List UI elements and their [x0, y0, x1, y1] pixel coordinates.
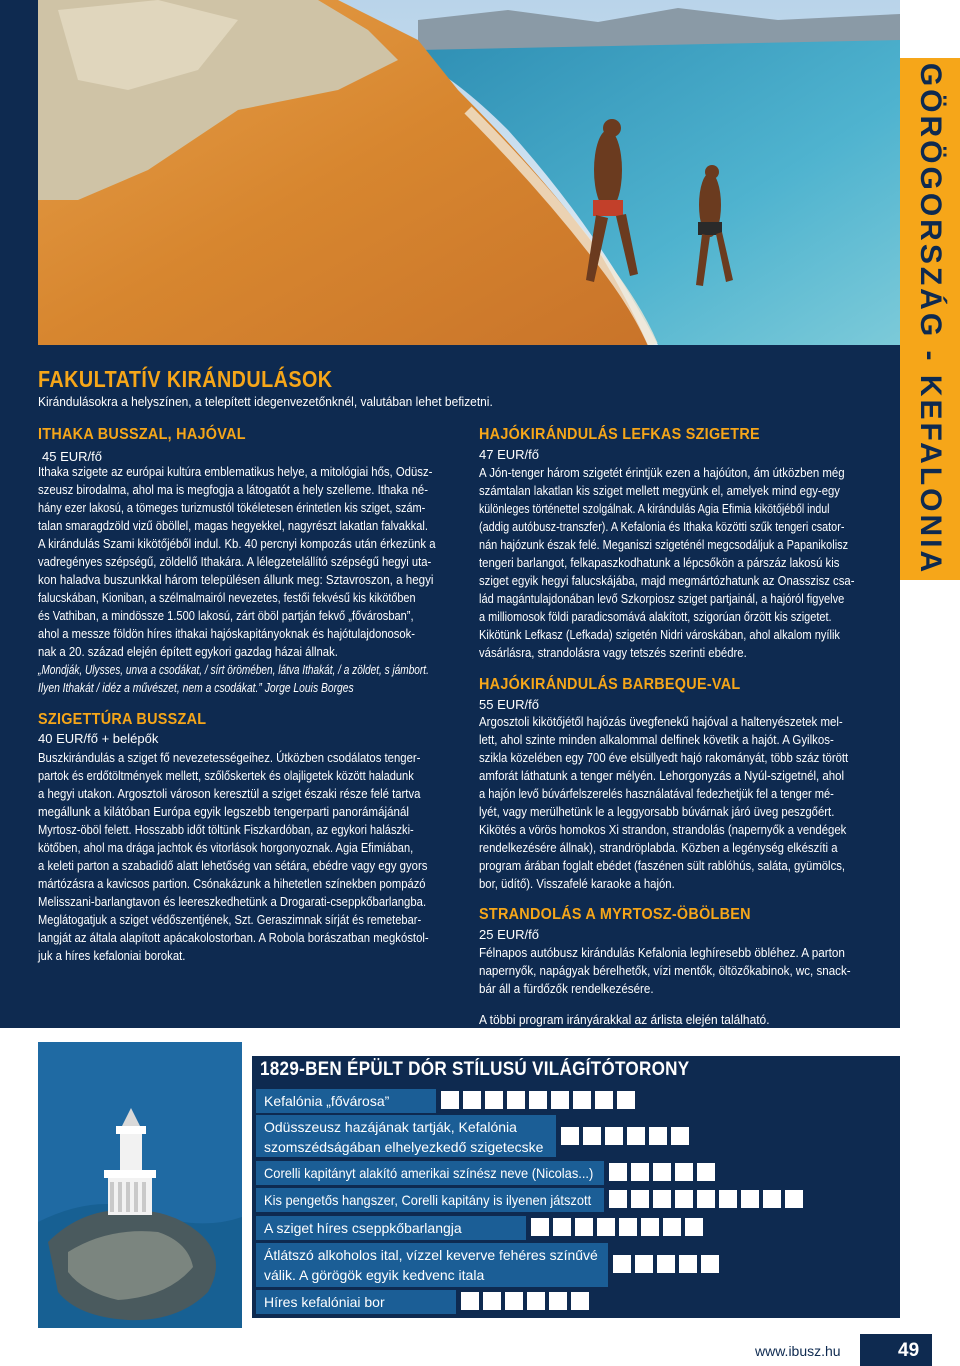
ithaka-line: nak a 20. század elején épített egykori gazdag házai állnak.: [38, 645, 338, 659]
ithaka-line: talan smaragdzöld vizű öböllel, magas hegyekkel, nagyrészt lakatlan falvakkal.: [38, 519, 429, 533]
barbeque-line: sziklа közelében egy 700 éve elsüllyedt hajó rakományát, több száz törött: [479, 751, 849, 765]
page-number: 49: [898, 1340, 920, 1361]
szigettura-line: a keleti parton a szabadidő alatt lehetőség van sétára, ebédre vagy egy gyors: [38, 859, 428, 873]
side-band-title: GÖRÖGORSZÁG - KEFALONIA: [914, 62, 947, 576]
lefkas-line: számtalan lakatlan kis sziget mellett megyünk el, amelyek mind egy-egy: [479, 484, 840, 498]
szigettura-line: Buszkirándulás a sziget fő nevezetességeihez. Útközben csodálatos tenger-: [38, 751, 421, 765]
szigettura-line: megállunk a kilátóban Európa egyik legszebb tengerparti panorámájánál: [38, 805, 410, 819]
clue-3: [256, 1161, 604, 1185]
clue-7-text: Híres kefalóniai bor: [264, 1294, 385, 1310]
ithaka-line: Ithaka szigete az európai kultúra emblematikus helye, a mitológiai hős, Odüsz-: [38, 465, 433, 479]
barbeque-line: Kikötés a vörös homokos Xi strandon, strandolás (napernyők a vendégek: [479, 823, 847, 837]
lefkas-line: lád magántulajdonában levő Szkorpiosz sziget partjainál, a hajóról figyelve: [479, 592, 845, 606]
szigettura-line: a hegyi utakon. Argosztoli városon keresztül a sziget északi része felé tartva: [38, 787, 421, 801]
crossword-title: 1829-BEN ÉPÜLT DÓR STÍLUSÚ VILÁGÍTÓTORONY: [260, 1059, 690, 1080]
lefkas-line: A Jón-tenger három szigetét érintjük ezen a hajóúton, ám útközben még: [479, 466, 845, 480]
szigettura-title: SZIGETTÚRA BUSSZAL: [38, 711, 207, 728]
beach-photo: [38, 0, 900, 345]
ithaka-line: A kirándulás Szami kikötőjéből indul. Kb. 40 percnyi kompozás után érkezünk a: [38, 537, 436, 551]
szigettura-line: partok és erdőtöltmények mellett, szőlőskertek és olajligetek között haladunk: [38, 769, 414, 783]
barbeque-line: a hajón levő búvárfelszerelés használatával fedezhetjük fel a tenger mé-: [479, 787, 834, 801]
lefkas-line: tengeri barlangot, felkapaszkodhatunk a lépcsőkön a párszáz lakosú kis: [479, 556, 840, 570]
lefkas-line: nán hajózunk észak felé. Meganiszi szigeténél megcsodáljuk a Papanikolisz: [479, 538, 849, 552]
clue-2-text: Odüsszeusz hazájának tartják, Kefalónia szomszédságában elhelyezkedő szigetecske: [264, 1119, 544, 1155]
barbeque-line: bor, üdítő). Visszafelé karaoke a hajón.: [479, 877, 675, 891]
ithaka-line: és Vathiban, a mindössze 1.500 lakosú, zárt öböl partján fekvő „fővárosban”,: [38, 609, 414, 623]
lighthouse-photo: [38, 1042, 242, 1328]
lefkas-price: 47 EUR/fő: [479, 447, 539, 462]
barbeque-line: lyét, vagy merülhetünk le a leggyorsabb búvárnak járó üveg peszgőért.: [479, 805, 835, 819]
clue-5-text: A sziget híres cseppkőbarlangja: [264, 1220, 462, 1236]
myrtosz-line: Félnapos autóbusz kirándulás Kefalonia leghíresebb öbléhez. A parton: [479, 946, 845, 960]
szigettura-text: [38, 749, 473, 965]
lefkas-line: (addig autóbusz-transzfer). A Kefalonia és Ithaka közötti szűk tengeri csator-: [479, 520, 845, 534]
clue-6: [256, 1243, 608, 1287]
barbeque-line: program árában foglalt ebédet (faszénen sült rablóhús, saláta, gyümölcs,: [479, 859, 846, 873]
ithaka-line: falucskában, Kioniban, a szélmalmairól nevezetes, festői fekvésű kis kikötőben: [38, 591, 416, 605]
ithaka-title: ITHAKA BUSSZAL, HAJÓVAL: [38, 426, 246, 443]
lefkas-line: vásárlásra, strandolásra vagy tetszés szerinti ebédre.: [479, 646, 747, 660]
page-number-box: [860, 1334, 932, 1366]
ithaka-line: ahol a messze földön híres ithakai hajóskapitányoknak és hajótulajdonosok-: [38, 627, 415, 641]
ithaka-line: vadregényes szépségű, zöldellő Ithakára. A lélegzetelállító szépségű hegyi uta-: [38, 555, 432, 569]
clue-5: [256, 1216, 526, 1240]
lefkas-line: a milliomosok földi paradicsomává alakított, szigorúan őrzött kis szigetet.: [479, 610, 832, 624]
szigettura-line: mártózásra a kavicsos partion. Csónakázunk a hihetetlen színekben pompázó: [38, 877, 426, 891]
szigettura-line: Meglátogatjuk a sziget védőszentjének, Szt. Geraszimnak sírját és remetebar-: [38, 913, 422, 927]
clue-1: [256, 1089, 436, 1113]
szigettura-line: Myrtosz-öböl felett. Hosszabb időt töltünk Fiszkardóban, az egykori halászki-: [38, 823, 414, 837]
szigettura-line: kötőben, ahol ma drága jachtok és vitorlások horgonyoznak. Agia Efimiában,: [38, 841, 414, 855]
clue-4-text: Kis pengetős hangszer, Corelli kapitány is ilyenen játszott: [264, 1192, 592, 1208]
clue-4: [256, 1188, 604, 1212]
lefkas-line: sziget egyik hegyi falucskájába, majd megmártózhatunk az Onasszisz csa-: [479, 574, 855, 588]
barbeque-price: 55 EUR/fő: [479, 697, 539, 712]
lefkas-line: Kikötünk Lefkasz (Lefkada) szigetén Nidri városkában, ahol alkalom nyílik: [479, 628, 840, 642]
myrtosz-line: napernyők, napágyak bérelhetők, vízi mentők, öltözőkabinok, wc, snack-: [479, 964, 851, 978]
ithaka-price: 45 EUR/fő: [42, 449, 102, 464]
ithaka-line: szeusz birodalma, ahol ma is megfogja a látogatót a hely szelleme. Ithaka né-: [38, 483, 428, 497]
szigettura-line: langját az általa alapított apácakolostorban. A Robola borászatban megkóstol-: [38, 931, 429, 945]
ithaka-quote: [38, 661, 527, 697]
barbeque-text: [479, 713, 889, 893]
szigettura-line: Melisszani-barlangtavon és leereszkedhetünk a Drogarati-cseppkőbarlangba.: [38, 895, 427, 909]
ithaka-text: [38, 463, 483, 661]
clue-7: [256, 1290, 456, 1314]
price-list-note: A többi program irányárakkal az árlista elején található.: [479, 1012, 770, 1027]
intro-text: Kirándulásokra a helyszínen, a telepített idegenvezetőnknél, valutában lehet befizetni.: [38, 394, 493, 409]
main-title: FAKULTATÍV KIRÁNDULÁSOK: [38, 366, 333, 392]
clue-1-text: Kefalónia „fővárosa”: [264, 1093, 390, 1109]
clue-6-text: Átlátszó alkoholos ital, vízzel keverve fehéres színűvé válik. A görögök egyik kedvenc itala: [264, 1247, 598, 1283]
ithaka-line: hány ezer lakosú, a tömeges turizmustól tökéletesen érintetlen kis sziget, szám-: [38, 501, 426, 515]
myrtosz-title: STRANDOLÁS A MYRTOSZ-ÖBÖLBEN: [479, 906, 751, 923]
clue-3-text: Corelli kapitányt alakító amerikai színész neve (Nicolas...): [264, 1165, 594, 1181]
barbeque-line: amforát láthatunk a tenger mélyén. Lehorgonyzás a Nyúl-szigetnél, ahol: [479, 769, 845, 783]
quote-line: „Mondják, Ulysses, unva a csodákat, / sírt örömében, látva Ithakát, / a zöldet, s jámbort.: [38, 663, 429, 677]
szigettura-line: juk a híres kefaloniai borokat.: [38, 949, 186, 963]
szigettura-price: 40 EUR/fő + belépők: [38, 731, 159, 746]
ithaka-line: kon haladva buszunkkal három településen állunk meg: Sztavroszon, a hegyi: [38, 573, 434, 587]
lefkas-text: [479, 464, 904, 662]
barbeque-line: rendelkezésére állnak), strandröplabda. Közben a legénység elkészíti a: [479, 841, 838, 855]
myrtosz-text: [479, 944, 883, 998]
lefkas-title: HAJÓKIRÁNDULÁS LEFKAS SZIGETRE: [479, 426, 760, 443]
barbeque-line: lett, ahol szinte minden alkalommal delfinek követik a hajót. A Gyilkos-: [479, 733, 834, 747]
myrtosz-price: 25 EUR/fő: [479, 927, 539, 942]
lefkas-line: különleges történettel szolgálnak. A kirándulás Agia Efimia kikötőjéből indul: [479, 502, 830, 516]
barbeque-line: Argosztoli kikötőjétől hajózás üvegfenekű hajóval a haltenyészetek mel-: [479, 715, 843, 729]
clue-2: [256, 1115, 556, 1157]
myrtosz-line: bár áll a fürdőzők rendelkezésére.: [479, 982, 654, 996]
website-url[interactable]: www.ibusz.hu: [755, 1343, 841, 1359]
quote-line: Ilyen Ithakát / idéz a művészet, nem a csodákat.” Jorge Louis Borges: [38, 681, 354, 695]
barbeque-title: HAJÓKIRÁNDULÁS BARBEQUE-VAL: [479, 676, 741, 693]
